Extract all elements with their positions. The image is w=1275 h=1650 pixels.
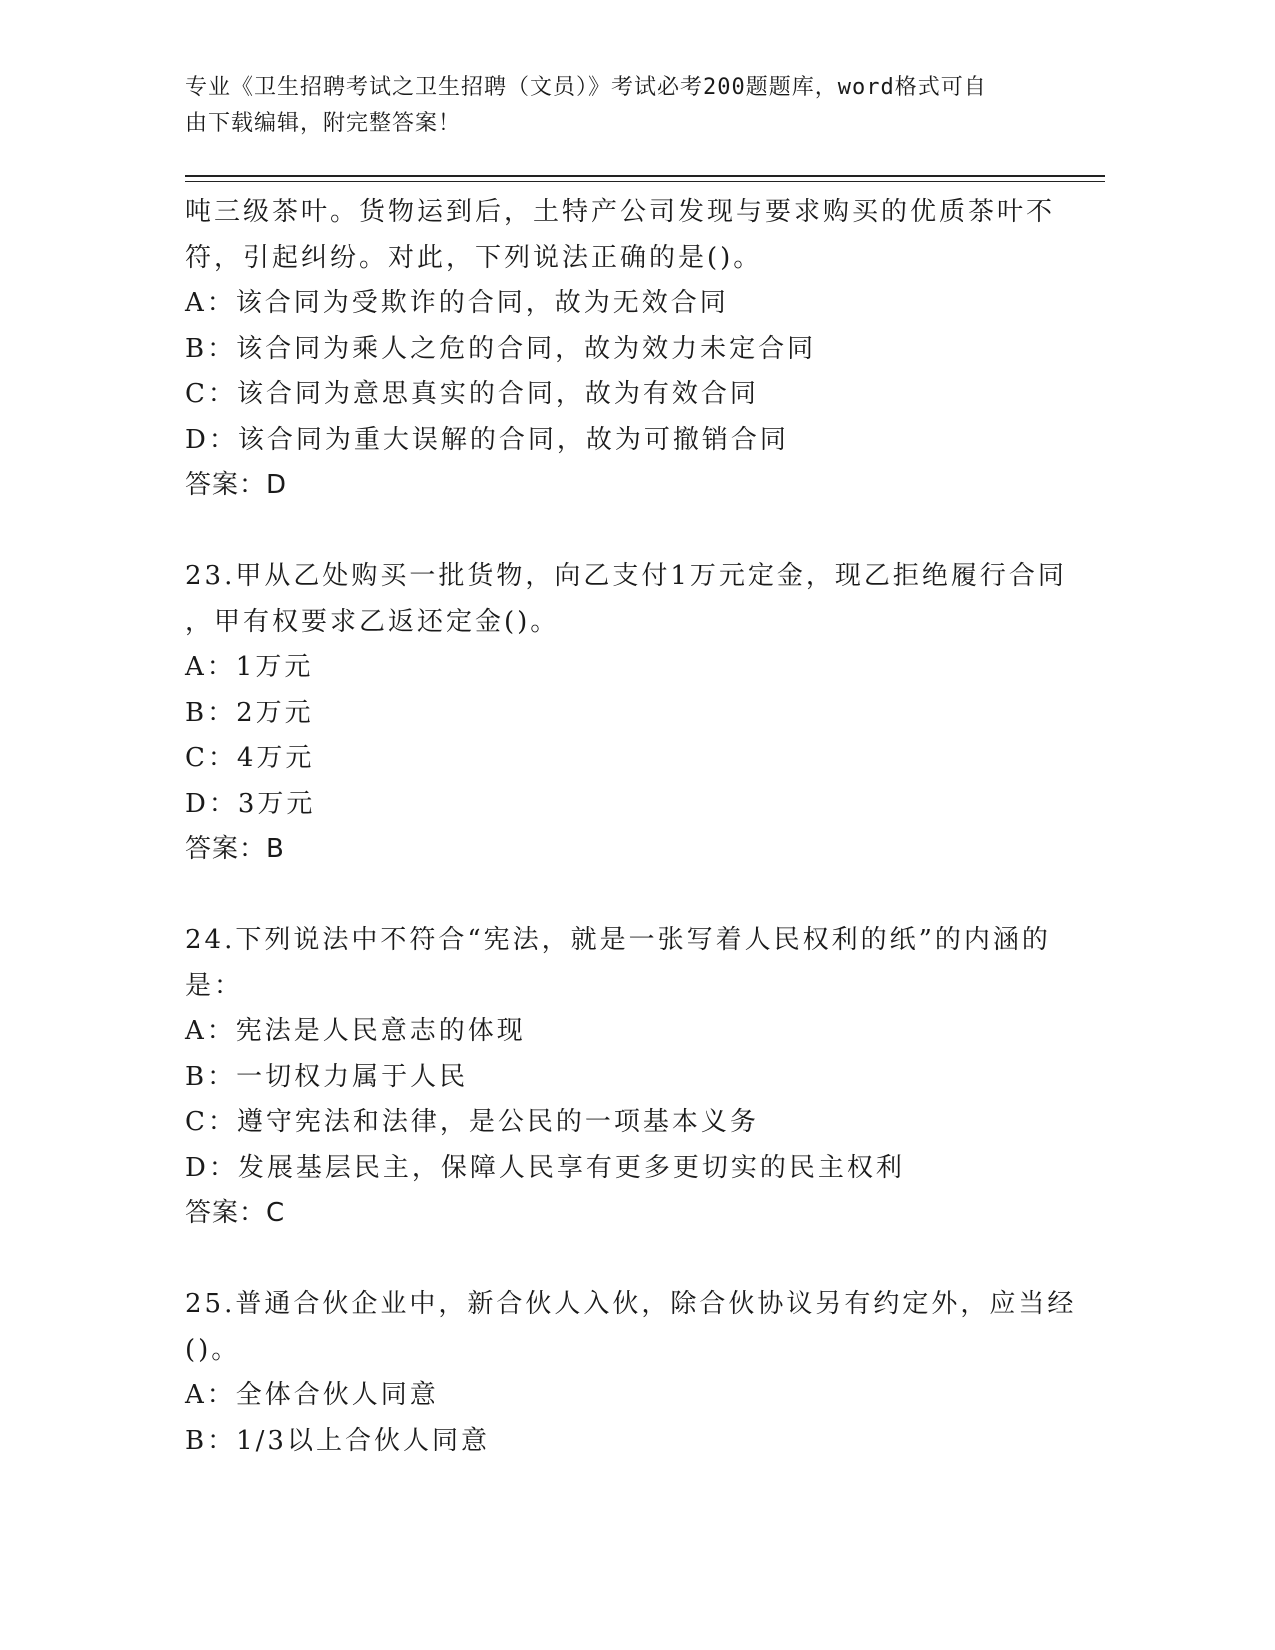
question-stem: ()。 xyxy=(185,1334,241,1365)
document-body xyxy=(185,190,1085,1464)
question-stem: 23.甲从乙处购买一批货物，向乙支付1万元定金，现乙拒绝履行合同 xyxy=(185,561,1067,591)
question-stem: ，甲有权要求乙返还定金()。 xyxy=(185,606,560,637)
option-c: C：4万元 xyxy=(185,743,315,773)
question-stem: 是： xyxy=(185,970,244,1001)
answer: 答案：B xyxy=(185,834,285,864)
question-stem: 24.下列说法中不符合“宪法，就是一张写着人民权利的纸”的内涵的 xyxy=(185,925,1051,955)
question-23 xyxy=(185,554,1085,873)
option-a: A：宪法是人民意志的体现 xyxy=(185,1016,526,1046)
option-c: C：遵守宪法和法律，是公民的一项基本义务 xyxy=(185,1107,759,1137)
answer: 答案：C xyxy=(185,1198,286,1228)
spacer xyxy=(185,509,1085,555)
option-a: A：1万元 xyxy=(185,652,314,682)
question-stem: 25.普通合伙企业中，新合伙人入伙，除合伙协议另有约定外，应当经 xyxy=(185,1289,1077,1319)
option-b: B：该合同为乘人之危的合同，故为效力未定合同 xyxy=(185,333,817,364)
question-24 xyxy=(185,918,1085,1237)
spacer xyxy=(185,873,1085,919)
option-d: D：发展基层民主，保障人民享有更多更切实的民主权利 xyxy=(185,1152,905,1183)
option-d: D：3万元 xyxy=(185,788,316,819)
option-b: B：一切权力属于人民 xyxy=(185,1061,469,1092)
document-header xyxy=(185,70,1065,142)
option-b: B：1/3以上合伙人同意 xyxy=(185,1425,490,1456)
header-line-1: 专业《卫生招聘考试之卫生招聘（文员）》考试必考200题题库，word格式可自 xyxy=(185,75,987,100)
header-line-2: 由下载编辑，附完整答案！ xyxy=(185,111,462,136)
header-divider-thick xyxy=(185,175,1105,177)
option-a: A：全体合伙人同意 xyxy=(185,1380,439,1410)
spacer xyxy=(185,1237,1085,1283)
question-25 xyxy=(185,1282,1085,1464)
option-d: D：该合同为重大误解的合同，故为可撤销合同 xyxy=(185,424,789,455)
question-stem: 符，引起纠纷。对此，下列说法正确的是()。 xyxy=(185,242,763,273)
question-stem: 吨三级茶叶。货物运到后，土特产公司发现与要求购买的优质茶叶不 xyxy=(185,197,1056,227)
option-c: C：该合同为意思真实的合同，故为有效合同 xyxy=(185,379,759,409)
option-a: A：该合同为受欺诈的合同，故为无效合同 xyxy=(185,288,729,318)
answer: 答案：D xyxy=(185,470,288,500)
header-divider-thin xyxy=(185,181,1105,182)
option-b: B：2万元 xyxy=(185,697,314,728)
question-22 xyxy=(185,190,1085,509)
